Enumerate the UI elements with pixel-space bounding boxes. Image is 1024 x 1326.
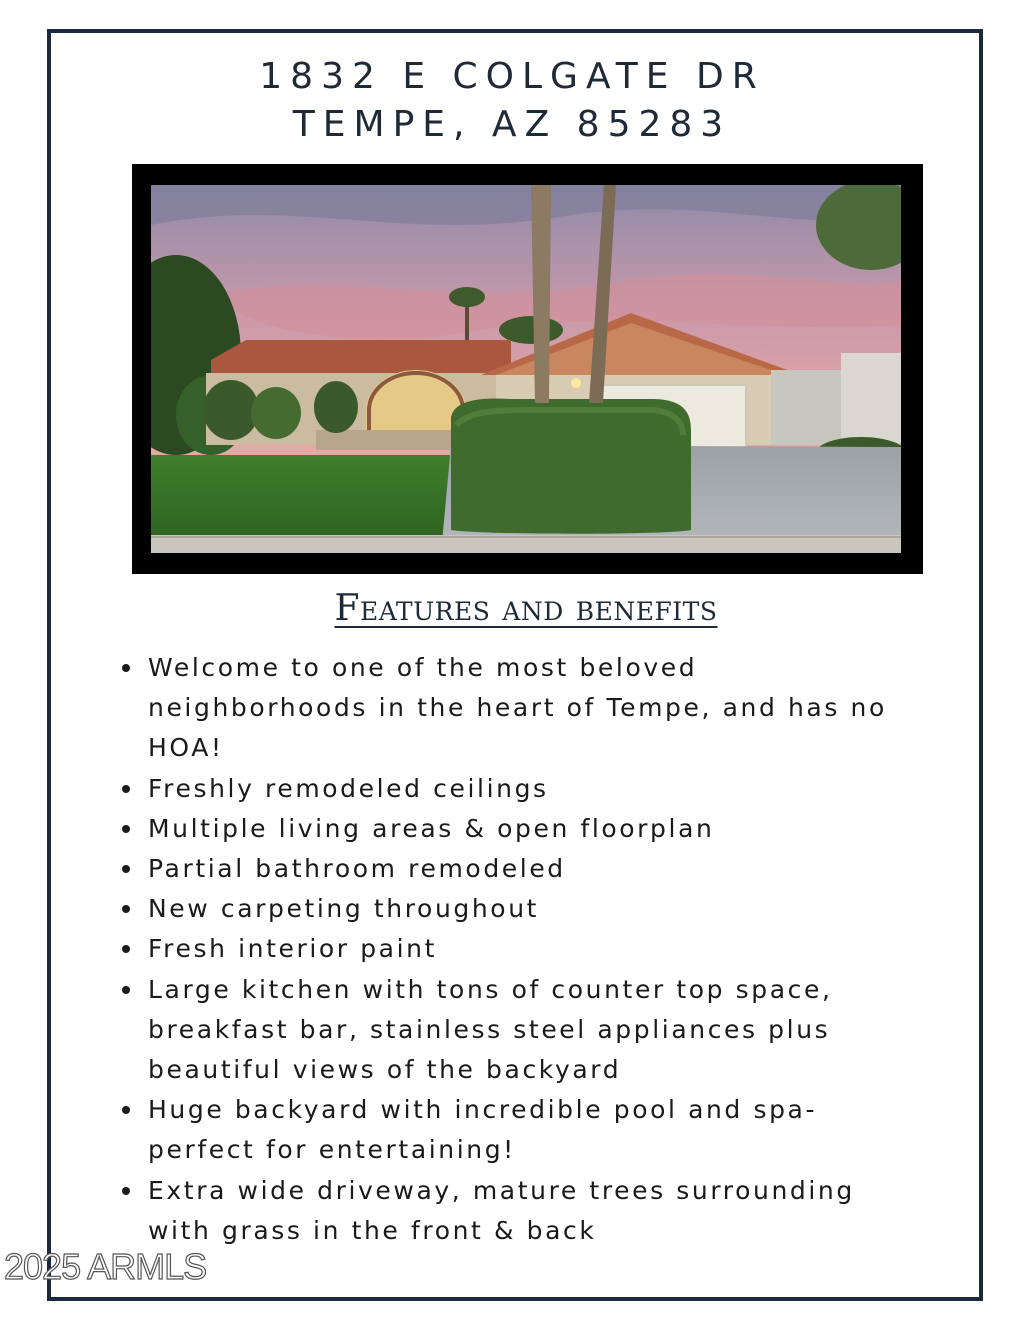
bullet-icon — [122, 986, 130, 994]
feature-text: New carpeting throughout — [148, 894, 540, 924]
bullet-icon — [122, 825, 130, 833]
list-item — [120, 849, 920, 889]
feature-text: Fresh interior paint — [148, 934, 437, 964]
bullet-icon — [122, 664, 130, 672]
bullet-icon — [122, 865, 130, 873]
list-item — [120, 1090, 920, 1170]
list-item — [120, 929, 920, 969]
feature-text: Welcome to one of the most beloved neighborhoods in the heart of Tempe, and has no HOA! — [148, 653, 887, 763]
address-line-1: 1832 E COLGATE DR — [259, 56, 765, 97]
feature-text: Huge backyard with incredible pool and spa-perfect for entertaining! — [148, 1095, 818, 1165]
list-item — [120, 970, 920, 1091]
feature-text: Freshly remodeled ceilings — [148, 773, 549, 803]
features-list — [120, 648, 920, 1251]
watermark: 2025 ARMLS — [4, 1246, 207, 1287]
address-line-2: TEMPE, AZ 85283 — [292, 104, 732, 145]
house-exterior-photo — [151, 185, 901, 553]
features-heading-text: Features and benefits — [334, 588, 718, 629]
feature-text: Multiple living areas & open floorplan — [148, 813, 715, 843]
bullet-icon — [122, 785, 130, 793]
list-item — [120, 809, 920, 849]
list-item — [120, 889, 920, 929]
feature-text: Extra wide driveway, mature trees surrounding with grass in the front & back — [148, 1175, 855, 1245]
bullet-icon — [122, 905, 130, 913]
bullet-icon — [122, 1187, 130, 1195]
list-item — [120, 1171, 920, 1251]
feature-text: Partial bathroom remodeled — [148, 854, 566, 884]
features-heading — [0, 588, 1024, 629]
bullet-icon — [122, 945, 130, 953]
list-item — [120, 769, 920, 809]
list-item — [120, 648, 920, 769]
feature-text: Large kitchen with tons of counter top space, breakfast bar, stainless steel appliances plus beautiful views of the backyard — [148, 974, 833, 1085]
bullet-icon — [122, 1106, 130, 1114]
